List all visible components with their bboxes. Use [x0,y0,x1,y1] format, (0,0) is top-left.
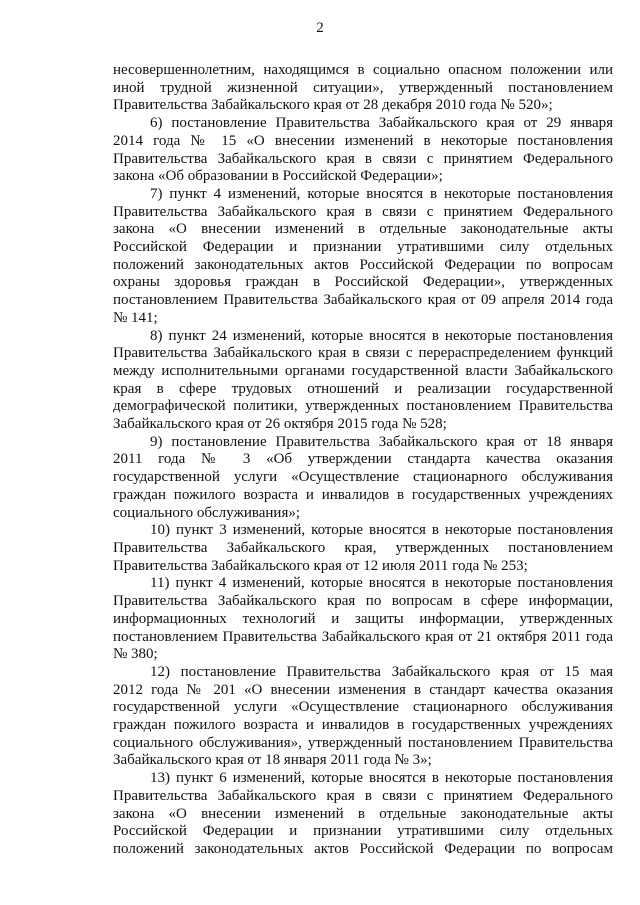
text-line: 9) постановление Правительства Забайкальского края от 18 января [150,433,613,450]
text-line: постановлением Правительства Забайкальского края от 21 октября 2011 года [113,628,613,645]
text-line: иной трудной жизненной ситуации», утвержденный постановлением [113,79,613,96]
paragraph-item-7 [113,186,613,328]
text-line: положений законодательных актов Российской Федерации по вопросам [113,256,613,273]
paragraph-item-6 [113,115,613,186]
paragraph-item-8 [113,328,613,434]
text-line: 7) пункт 4 изменений, которые вносятся в некоторые постановления [150,185,613,202]
text-line: демографической политики, утвержденных постановлением Правительства [113,398,613,415]
text-line: Правительства Забайкальского края в связи с принятием Федерального [113,203,613,220]
text-line: постановлением Правительства Забайкальского края от 09 апреля 2014 года [113,292,613,309]
text-line: граждан пожилого возраста и инвалидов в государственных учреждениях [113,717,613,734]
text-line: социального обслуживания», утвержденный постановлением Правительства [113,734,613,751]
text-line: Правительства Забайкальского края по вопросам в сфере информации, [113,593,613,610]
document-body [113,62,613,859]
text-line: граждан пожилого возраста и инвалидов в государственных учреждениях [113,486,613,503]
text-line: государственной услуги «Осуществление стационарного обслуживания [113,469,613,486]
text-line: Правительства Забайкальского края, утвержденных постановлением [113,539,613,556]
paragraph-item-12 [113,664,613,770]
text-line: Правительства Забайкальского края от 12 июля 2011 года № 253; [113,557,528,574]
text-line: 2012 года № 201 «О внесении изменения в стандарт качества оказания [113,681,613,698]
paragraph-item-13 [113,770,613,859]
text-line: между исполнительными органами государственной власти Забайкальского [113,362,613,379]
text-line: 8) пункт 24 изменений, которые вносятся в некоторые постановления [150,327,613,344]
paragraph-item-9 [113,434,613,523]
text-line: Забайкальского края от 26 октября 2015 года № 528; [113,416,447,433]
text-line: Российской Федерации и признании утратившими силу отдельных [113,823,613,840]
text-line: Правительства Забайкальского края в связи с принятием Федерального [113,150,613,167]
text-line: Правительства Забайкальского края в связи с перераспределением функций [113,345,613,362]
text-line: № 141; [113,309,158,326]
text-line: закона «О внесении изменений в отдельные законодательные акты [113,805,613,822]
text-line: № 380; [113,646,158,663]
text-line: закона «О внесении изменений в отдельные законодательные акты [113,221,613,238]
text-line: 10) пункт 3 изменений, которые вносятся в некоторые постановления [150,522,613,539]
text-line: 6) постановление Правительства Забайкальского края от 29 января [150,115,613,132]
text-line: 2011 года № 3 «Об утверждении стандарта качества оказания [113,451,613,468]
text-line: социального обслуживания»; [113,504,301,521]
paragraph-item-11 [113,575,613,664]
text-line: положений законодательных актов Российской Федерации по вопросам [113,840,613,857]
text-line: информационных технологий и защиты информации, утвержденных [113,610,613,627]
text-line: 13) пункт 6 изменений, которые вносятся в некоторые постановления [150,770,613,787]
page-number: 2 [316,20,324,36]
text-line: закона «Об образовании в Российской Федерации»; [113,168,443,185]
text-line: Российской Федерации и признании утратившими силу отдельных [113,239,613,256]
text-line: края в сфере трудовых отношений и реализации государственной [113,380,613,397]
text-line: Забайкальского края от 18 января 2011 года № 3»; [113,752,432,769]
text-line: Правительства Забайкальского края в связи с принятием Федерального [113,787,613,804]
text-line: 11) пункт 4 изменений, которые вносятся в некоторые постановления [150,575,613,592]
text-line: государственной услуги «Осуществление стационарного обслуживания [113,699,613,716]
text-line: охраны здоровья граждан в Российской Федерации», утвержденных [113,274,613,291]
text-line: несовершеннолетним, находящимся в социально опасном положении или [113,62,613,78]
paragraph-continuation [113,62,613,115]
paragraph-item-10 [113,522,613,575]
text-line: 2014 года № 15 «О внесении изменений в некоторые постановления [113,132,613,149]
text-line: Правительства Забайкальского края от 28 декабря 2010 года № 520»; [113,97,553,114]
text-line: 12) постановление Правительства Забайкальского края от 15 мая [150,663,613,680]
